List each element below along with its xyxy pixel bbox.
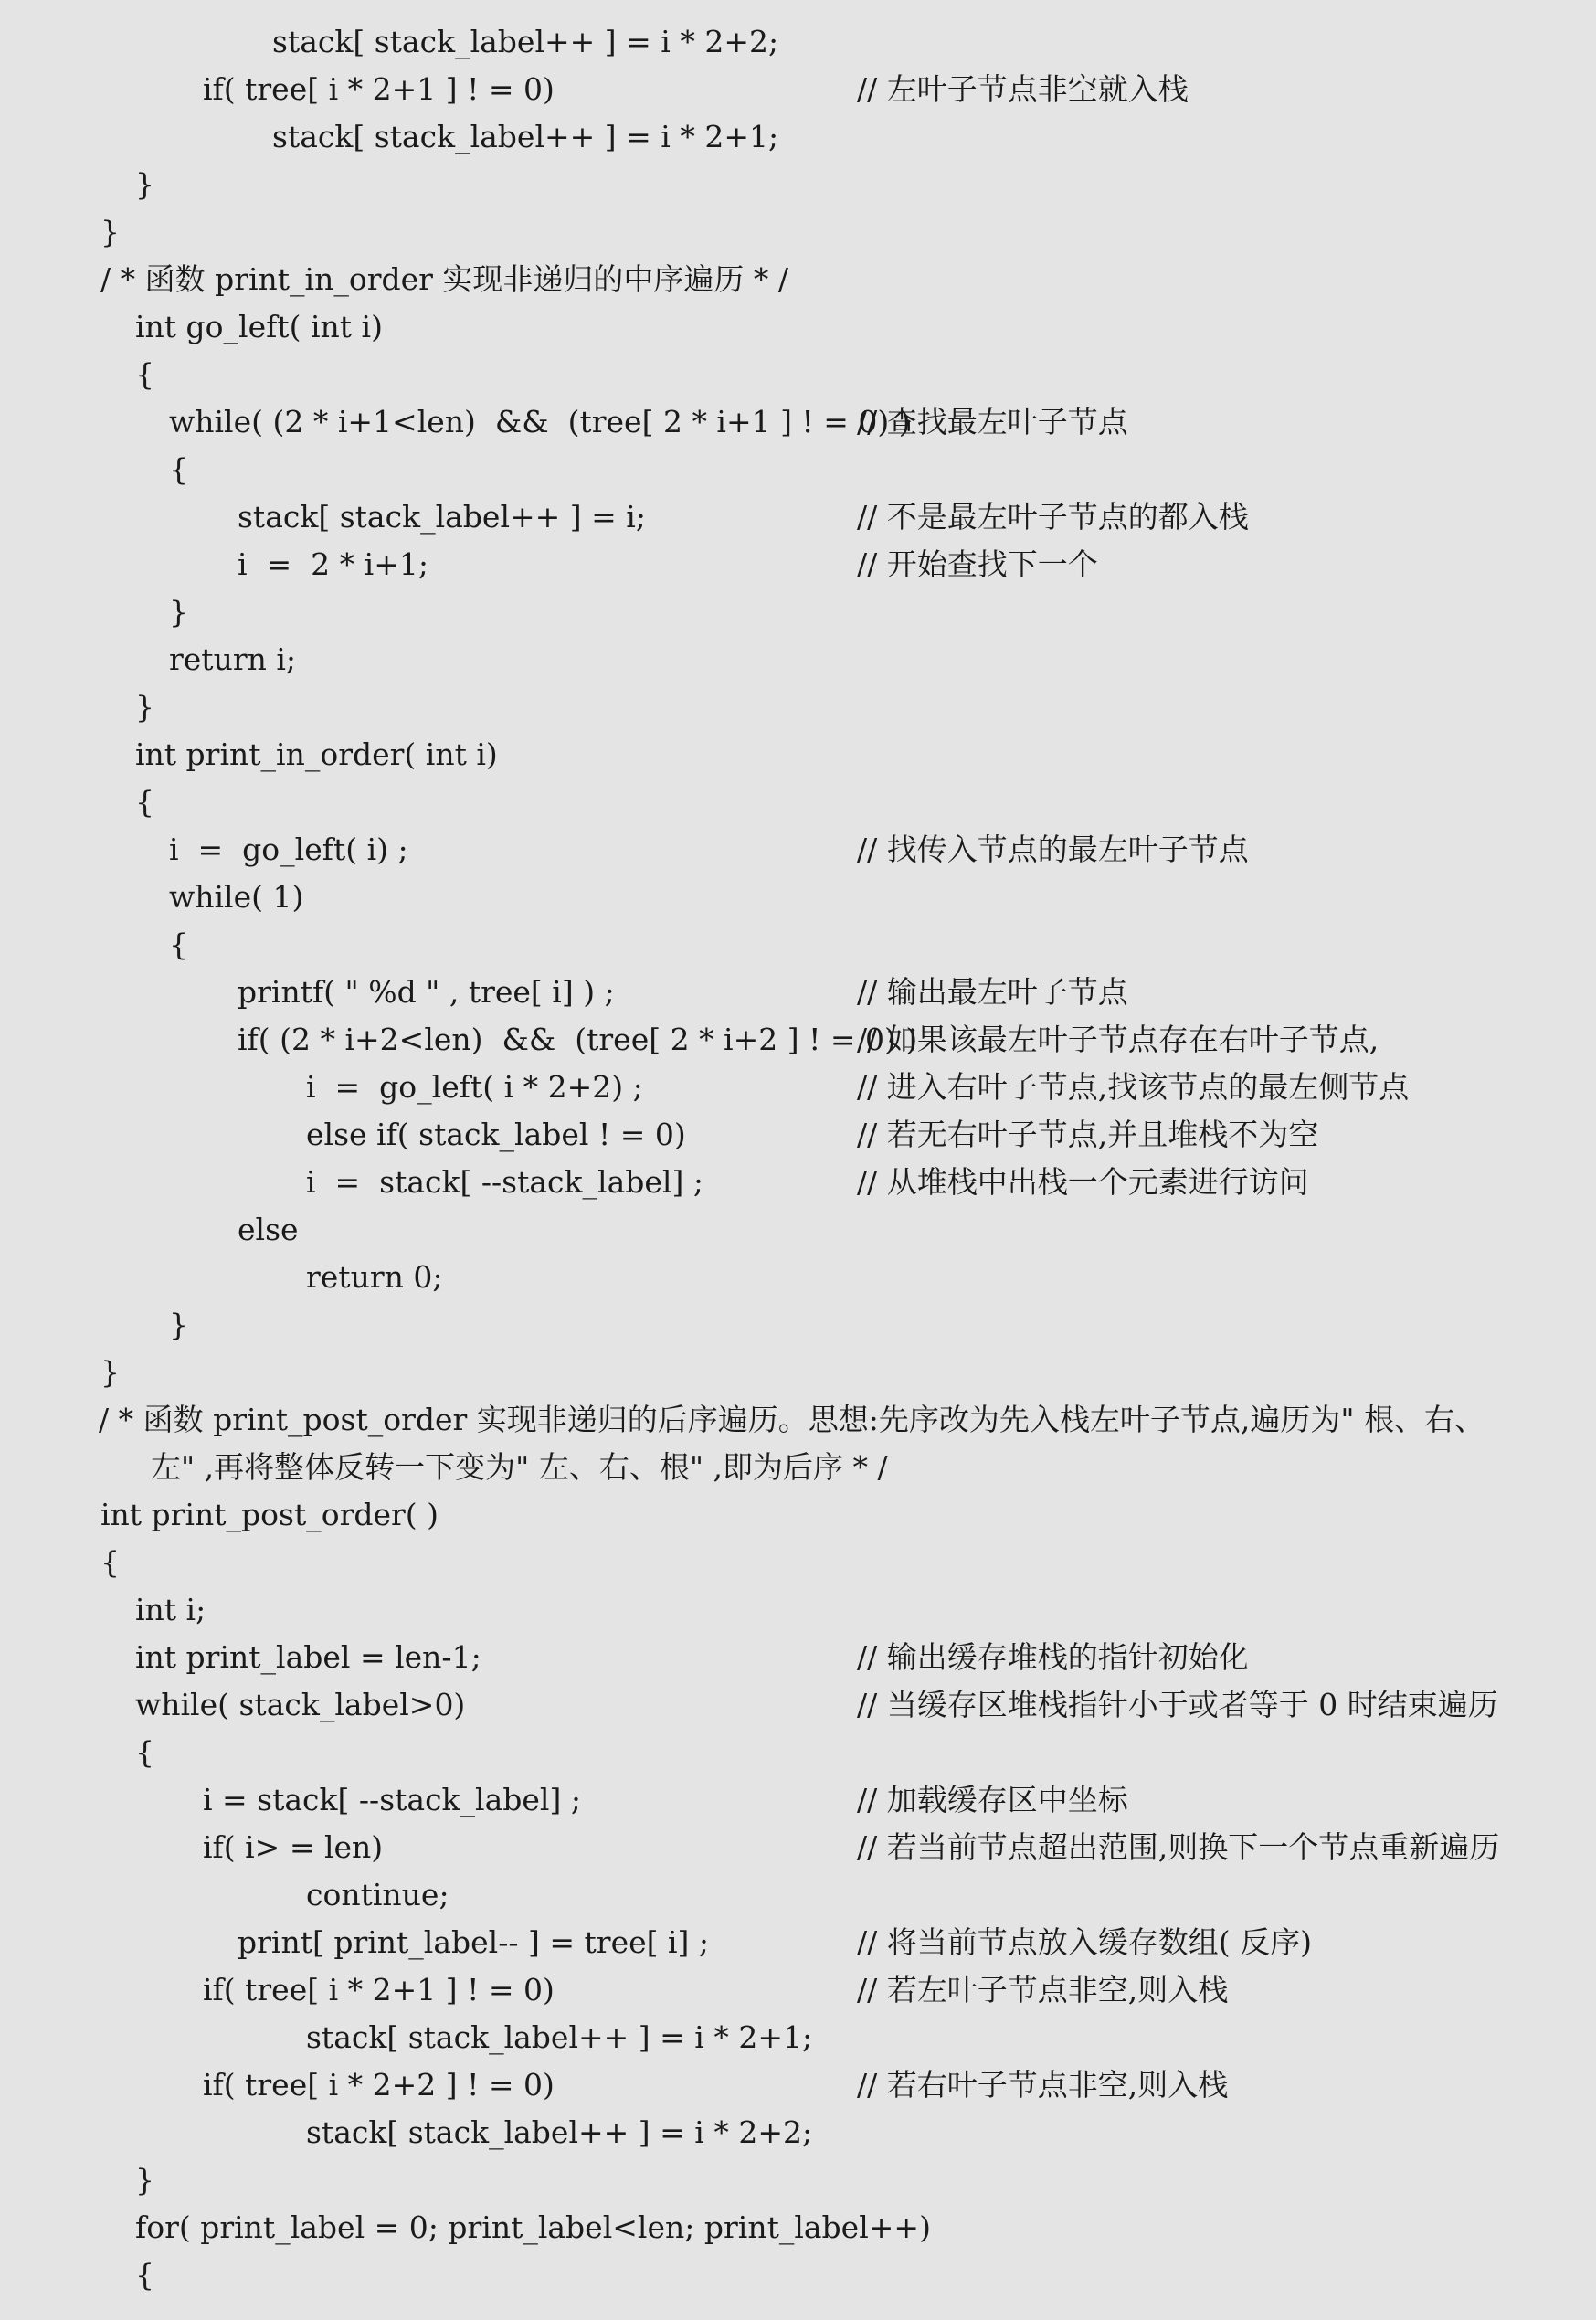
code-text: i = go_left( i * 2+2) ; <box>306 1069 643 1105</box>
code-text: } <box>100 214 120 249</box>
code-text: { <box>100 1544 120 1580</box>
code-text: stack[ stack_label++ ] = i * 2+2; <box>306 2114 813 2150</box>
code-text: if( i> = len) <box>203 1829 384 1865</box>
code-comment: // 不是最左叶子节点的都入栈 <box>857 499 1249 535</box>
code-line <box>0 493 1596 541</box>
code-line <box>0 1444 1596 1491</box>
code-line <box>0 398 1596 446</box>
code-text: if( tree[ i * 2+1 ] ! = 0) <box>203 1972 555 2007</box>
code-line <box>0 1966 1596 2014</box>
code-line <box>0 1634 1596 1681</box>
code-line <box>0 731 1596 779</box>
code-line <box>0 1206 1596 1254</box>
code-text: { <box>169 927 188 962</box>
code-line <box>0 1111 1596 1159</box>
code-line <box>0 256 1596 303</box>
code-line <box>0 351 1596 398</box>
code-comment: // 查找最左叶子节点 <box>857 404 1128 440</box>
code-text: } <box>169 1307 188 1342</box>
code-text: stack[ stack_label++ ] = i * 2+2; <box>272 24 779 59</box>
code-line <box>0 874 1596 921</box>
code-comment: // 输出缓存堆栈的指针初始化 <box>857 1639 1249 1675</box>
code-text: } <box>135 166 154 202</box>
code-line <box>0 588 1596 636</box>
code-line <box>0 1586 1596 1634</box>
code-line <box>0 969 1596 1016</box>
code-text: i = stack[ --stack_label] ; <box>203 1782 581 1817</box>
code-text: } <box>135 689 154 725</box>
code-line <box>0 2061 1596 2109</box>
code-text: stack[ stack_label++ ] = i * 2+1; <box>272 119 779 154</box>
code-line <box>0 1824 1596 1871</box>
code-line <box>0 683 1596 731</box>
code-line <box>0 1064 1596 1111</box>
code-text: return i; <box>169 641 297 677</box>
code-line <box>0 826 1596 874</box>
code-comment: // 找传入节点的最左叶子节点 <box>857 832 1249 867</box>
code-line <box>0 2014 1596 2061</box>
code-text: } <box>169 594 188 630</box>
code-line <box>0 2109 1596 2156</box>
code-text: while( stack_label>0) <box>135 1687 466 1722</box>
code-text: if( (2 * i+2<len) && (tree[ 2 * i+2 ] ! = 0) ) <box>238 1022 918 1057</box>
code-text: i = 2 * i+1; <box>238 546 428 582</box>
code-text: } <box>100 1354 120 1390</box>
code-line <box>0 1396 1596 1444</box>
code-text: { <box>135 2257 154 2293</box>
code-text: int print_label = len-1; <box>135 1639 481 1675</box>
code-line <box>0 1681 1596 1729</box>
code-text: print[ print_label-- ] = tree[ i] ; <box>238 1924 710 1960</box>
code-line <box>0 303 1596 351</box>
code-text: if( tree[ i * 2+2 ] ! = 0) <box>203 2067 555 2103</box>
code-comment: // 若左叶子节点非空,则入栈 <box>857 1972 1229 2007</box>
code-text: else if( stack_label ! = 0) <box>306 1117 686 1152</box>
code-text: int print_post_order( ) <box>100 1497 439 1532</box>
code-text: continue; <box>306 1877 449 1912</box>
code-text: / * 函数 print_post_order 实现非递归的后序遍历。思想:先序改为先入栈左叶子节点,遍历为" 根、右、 <box>99 1402 1485 1437</box>
code-text: { <box>169 451 188 487</box>
code-text: i = go_left( i) ; <box>169 832 408 867</box>
code-comment: // 当缓存区堆栈指针小于或者等于 0 时结束遍历 <box>857 1687 1498 1722</box>
code-line <box>0 1254 1596 1301</box>
code-text: for( print_label = 0; print_label<len; print_label++) <box>135 2209 931 2245</box>
code-comment: // 将当前节点放入缓存数组( 反序) <box>857 1924 1312 1960</box>
code-line <box>0 1016 1596 1064</box>
code-line <box>0 1539 1596 1586</box>
code-line <box>0 1301 1596 1349</box>
code-text: printf( " %d " , tree[ i] ) ; <box>238 974 615 1010</box>
code-text: return 0; <box>306 1259 443 1295</box>
code-text: if( tree[ i * 2+1 ] ! = 0) <box>203 71 555 107</box>
code-line <box>0 636 1596 683</box>
code-text: int i; <box>135 1592 206 1627</box>
code-line <box>0 1159 1596 1206</box>
code-comment: // 左叶子节点非空就入栈 <box>857 71 1189 107</box>
code-comment: // 开始查找下一个 <box>857 546 1098 582</box>
code-line <box>0 779 1596 826</box>
code-line <box>0 113 1596 161</box>
code-text: { <box>135 784 154 820</box>
code-line <box>0 161 1596 208</box>
code-comment: // 若无右叶子节点,并且堆栈不为空 <box>857 1117 1319 1152</box>
code-line <box>0 1349 1596 1396</box>
code-comment: // 进入右叶子节点,找该节点的最左侧节点 <box>857 1069 1410 1105</box>
code-text: stack[ stack_label++ ] = i * 2+1; <box>306 2019 813 2055</box>
code-line <box>0 1871 1596 1919</box>
code-line <box>0 541 1596 588</box>
code-text: { <box>135 1734 154 1770</box>
code-line <box>0 208 1596 256</box>
code-text: i = stack[ --stack_label] ; <box>306 1164 703 1200</box>
code-text: { <box>135 356 154 392</box>
code-text: 左" ,再将整体反转一下变为" 左、右、根" ,即为后序 * / <box>151 1449 888 1485</box>
code-text: } <box>135 2162 154 2198</box>
code-comment: // 如果该最左叶子节点存在右叶子节点, <box>857 1022 1379 1057</box>
code-line <box>0 1729 1596 1776</box>
code-comment: // 从堆栈中出栈一个元素进行访问 <box>857 1164 1309 1200</box>
code-comment: // 输出最左叶子节点 <box>857 974 1128 1010</box>
code-line <box>0 2156 1596 2204</box>
code-line <box>0 2251 1596 2299</box>
code-comment: // 若右叶子节点非空,则入栈 <box>857 2067 1229 2103</box>
code-text: else <box>238 1212 299 1247</box>
code-comment: // 加载缓存区中坐标 <box>857 1782 1128 1817</box>
code-line <box>0 1776 1596 1824</box>
code-text: stack[ stack_label++ ] = i; <box>238 499 646 535</box>
code-text: / * 函数 print_in_order 实现非递归的中序遍历 * / <box>100 261 789 297</box>
code-text: int go_left( int i) <box>135 309 383 344</box>
code-line <box>0 1919 1596 1966</box>
code-line <box>0 446 1596 493</box>
code-line <box>0 921 1596 969</box>
code-line <box>0 1491 1596 1539</box>
code-comment: // 若当前节点超出范围,则换下一个节点重新遍历 <box>857 1829 1500 1865</box>
code-text: int print_in_order( int i) <box>135 736 498 772</box>
code-line <box>0 18 1596 66</box>
code-text: while( (2 * i+1<len) && (tree[ 2 * i+1 ] ! = 0) ) <box>169 404 911 440</box>
code-text: while( 1) <box>169 879 304 915</box>
code-line <box>0 2204 1596 2251</box>
code-line <box>0 66 1596 113</box>
